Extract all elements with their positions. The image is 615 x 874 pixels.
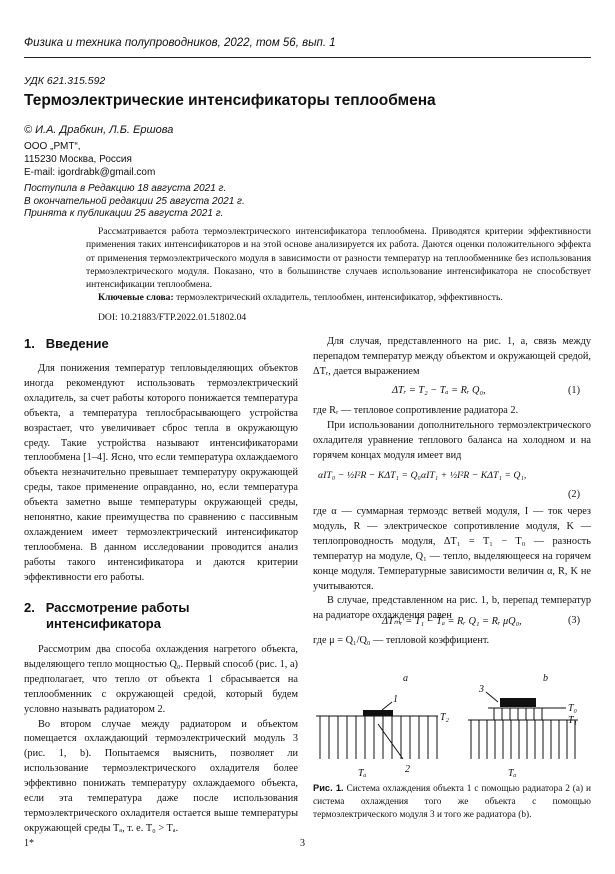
label-Ta-b: Tₐ	[508, 768, 517, 779]
keywords	[86, 292, 591, 303]
section-2-number: 2.	[24, 600, 35, 615]
panel-b-label: b	[543, 673, 548, 684]
equation-3: ΔTₘᵣ = T₁ − Tₐ = Rᵣ Q₁ = Rᵣ μQ₀,	[382, 616, 522, 627]
right-text-1: Для случая, представленного на рис. 1, a, связь между перепадом температур между объектом и окружающей средой, ΔTᵣ, дается выражением	[313, 336, 591, 377]
article-title: Термоэлектрические интенсификаторы теплообмена	[24, 92, 436, 109]
object-1-b	[500, 698, 536, 707]
udc-code: УДК 621.315.592	[24, 75, 106, 87]
section-1-heading	[24, 336, 109, 351]
figure-number-2: 2	[405, 764, 410, 775]
right-text-2a: где Rᵣ — тепловое сопротивление радиатора 2.	[313, 405, 519, 416]
header-rule	[24, 57, 591, 58]
section-2-paragraph-1: Рассмотрим два способа охлаждения нагретого объекта, выделяющего тепло мощностью Q₀. Первый способ (рис. 1, a) предполагает, что тепло от объекта 1 сбрасывается на теплообменник с окружающей средой, который будем условно называть радиатором 2.	[24, 644, 298, 715]
equation-2-number: (2)	[568, 489, 581, 500]
equation-2: αIT₀ − ½I²R − KΔT₁ = Q₀αIT₁ + ½I²R − KΔT₁ = Q₁,	[318, 470, 527, 481]
abstract: Рассматривается работа термоэлектрического интенсификатора теплообмена. Приводятся критерии эффективности применения таких интенсификаторов и на этой основе анализируется их работа. Даются оценки положительного эффекта от применения термоэлектрического модуля в зависимости от разности температур на теплообменнике без использования термоэлектрического модуля. Показано, что в большинстве случаев использование интенсификатора не способствует интенсификации теплообмена.	[86, 226, 591, 291]
intro-column	[24, 362, 298, 586]
page-number: 3	[300, 838, 305, 849]
right-text-5: где μ = Q₁/Q₀ — тепловой коэффициент.	[313, 635, 490, 646]
caption-text: Система охлаждения объекта 1 с помощью радиатора 2 (a) и система охлаждения того же объекта с помощью термоэлектрического модуля 3 и того же радиатора (b).	[313, 784, 591, 820]
object-1-a	[363, 710, 393, 716]
equation-3-number: (3)	[568, 615, 581, 626]
date-received: Поступила в Редакцию 18 августа 2021 г.	[24, 183, 227, 194]
affiliation-org: ООО „РМТ“,	[24, 141, 81, 152]
right-paragraph-5	[313, 634, 591, 649]
equation-1: ΔTᵣ = T₂ − Tₐ = Rᵣ Q₀,	[392, 385, 486, 396]
label-Ta-a: Tₐ	[358, 768, 367, 779]
right-paragraph-1	[313, 335, 591, 380]
equation-1-number: (1)	[568, 385, 581, 396]
figure-number-3: 3	[479, 684, 484, 695]
right-text-3: где α — суммарная термоэдс ветвей модуля, I — ток через модуль, R — электрическое сопротивление модуля, K — теплопроводность модуля, ΔT₁ = T₁ − T₀ — разность температур на модуле, Q₁ — тепло, выделяющееся на горячем конце модуля. Температурные зависимости величин α, R, K не учитываются.	[313, 506, 591, 592]
section-1-title: Введение	[45, 336, 109, 351]
panel-a-label: a	[403, 673, 408, 684]
figure-1	[308, 664, 593, 779]
right-paragraph-3	[313, 505, 591, 624]
affiliation	[24, 140, 155, 179]
keywords-label: Ключевые слова:	[98, 292, 174, 303]
right-paragraph-2	[313, 404, 591, 464]
date-accepted: Принята к публикации 25 августа 2021 г.	[24, 208, 224, 219]
section-1-number: 1.	[24, 336, 35, 351]
label-T0: T₀	[568, 703, 578, 714]
section-2-heading	[24, 600, 189, 632]
label-T2: T₂	[440, 712, 450, 723]
publication-dates	[24, 183, 245, 221]
label-T1: T₁	[568, 715, 578, 726]
figure-1-caption	[313, 782, 591, 822]
right-text-2: При использовании дополнительного термоэлектрического охладителя уравнение теплового баланса на холодном и на горячем концах модуля имеет вид	[313, 419, 591, 461]
figure-1-drawing	[308, 664, 593, 779]
section-2-title-line1: Рассмотрение работы	[45, 600, 190, 615]
affiliation-email: E-mail: igordrabk@gmail.com	[24, 167, 156, 178]
keywords-text: термоэлектрический охладитель, теплообмен, интенсификатор, эффективность.	[173, 292, 503, 303]
section-2-paragraph-2: Во втором случае между радиатором и объектом помещается охлаждающий термоэлектрический модуль 3 (рис. 1, b). Попытаемся выяснить, позволяет ли использование термоэлектрического охладителя более эффективно понижать температуру охлаждаемого объекта, если эта температура даже после использования термоэлектрического охладителя остается выше температуры окружающей среды Tₐ, т. е. T₀ > Tₐ.	[24, 718, 298, 834]
affiliation-address: 115230 Москва, Россия	[24, 154, 132, 165]
journal-header: Физика и техника полупроводников, 2022, том 56, вып. 1	[24, 37, 336, 49]
intro-paragraph: Для понижения температур тепловыделяющих объектов иногда рекомендуют использовать термоэлектрический охладитель, за счет работы которого понижается температура объекта, а температура теплосбрасывающего устройства возрастает, что увеличивает сброс тепла в окружающую среду. Такие устройства называют интенсификаторами теплообмена [1–4]. Ясно, что если температура охлаждаемого объекта незначительно превышает температуру окружающей среды, такое применение оправданно, но, если температура объекта заметно выше температуры окружающей среды, непонятно, какие преимущества по сравнению с пассивным охлаждением имеет термоэлектрический интенсификатор теплообмена. В данном исследовании проводится анализ работы такого интенсификатора и даются критерии эффективности его работы.	[24, 363, 298, 583]
section-2-title-line2: интенсификатора	[46, 616, 161, 631]
footer-signature: 1*	[24, 838, 34, 849]
section-2-text	[24, 643, 298, 837]
date-revised: В окончательной редакции 25 августа 2021 г.	[24, 195, 245, 207]
right-text-4: В случае, представленном на рис. 1, b, перепад температур на радиаторе охлаждения равен	[313, 595, 591, 622]
figure-number-1: 1	[393, 694, 398, 705]
caption-label: Рис. 1.	[313, 783, 344, 793]
authors: © И.А. Драбкин, Л.Б. Ершова	[24, 124, 174, 136]
doi: DOI: 10.21883/FTP.2022.01.51802.04	[98, 312, 247, 323]
